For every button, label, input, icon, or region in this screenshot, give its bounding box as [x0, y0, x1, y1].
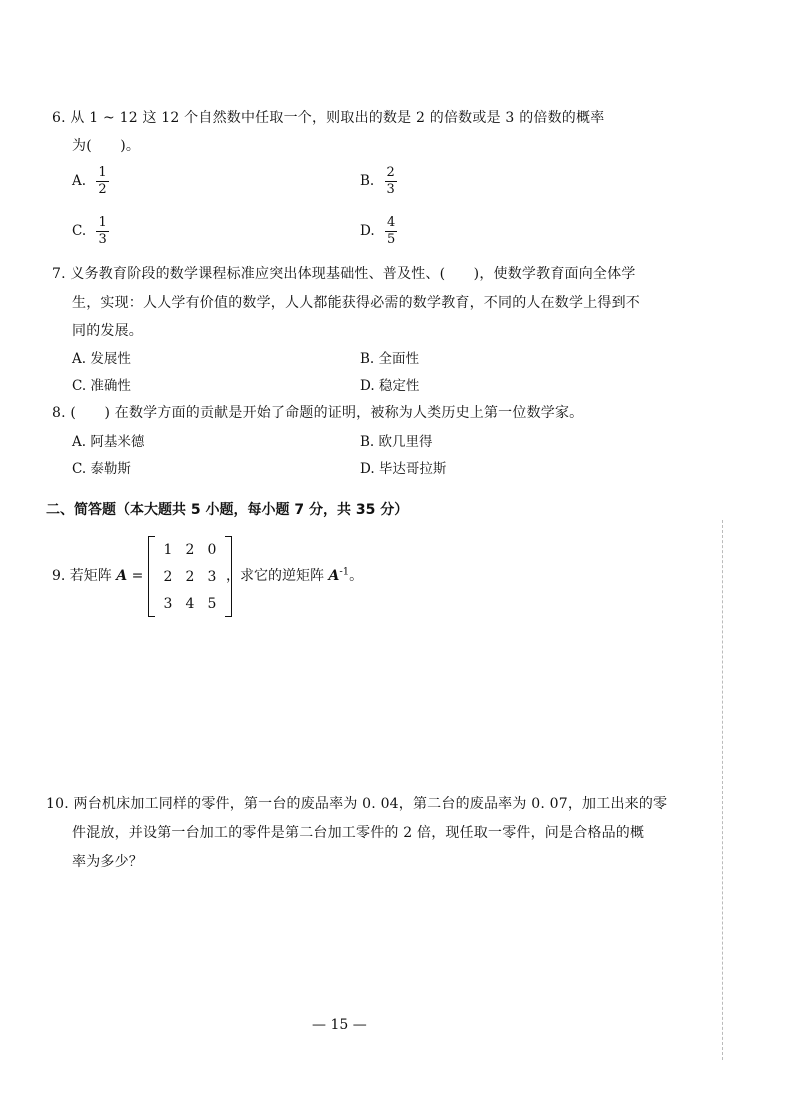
q6-text-line1: 6. 从 1 ~ 12 这 12 个自然数中任取一个，则取出的数是 2 的倍数或是 3 的倍数的概率 — [52, 110, 605, 126]
q6-option-a-denominator: 2 — [98, 182, 107, 197]
q6-option-d-letter: D. — [360, 223, 375, 239]
page-number: — 15 — — [312, 1017, 367, 1033]
q8-option-c[interactable]: C. 泰勒斯 — [72, 461, 131, 477]
q9-matrix — [148, 536, 232, 617]
q9-end: 。 — [349, 568, 364, 584]
q9-prefix: 9. 若矩阵 — [52, 568, 112, 584]
q9-suffix-group — [226, 565, 363, 585]
section-2-title: 二、简答题（本大题共 5 小题，每小题 7 分，共 35 分） — [46, 502, 409, 518]
q6-text-line2: 为( )。 — [72, 138, 141, 154]
q6-option-c-fraction — [96, 215, 108, 248]
matrix-cell: 3 — [163, 595, 173, 612]
matrix-cell: 2 — [185, 568, 195, 585]
q6-option-d[interactable] — [360, 215, 397, 248]
q6-option-b-fraction — [385, 165, 397, 198]
matrix-cell: 5 — [207, 595, 217, 612]
q10-text-line1: 10. 两台机床加工同样的零件，第一台的废品率为 0. 04，第二台的废品率为 0. 07，加工出来的零 — [46, 796, 668, 812]
matrix-cell: 0 — [207, 541, 217, 558]
q6-option-a[interactable] — [72, 165, 109, 198]
q9-inverse-superscript: -1 — [339, 566, 350, 578]
q10-text-line3: 率为多少？ — [72, 854, 143, 870]
binding-margin-line — [722, 520, 723, 1060]
matrix-cell: 4 — [185, 595, 195, 612]
q9-suffix: ，求它的逆矩阵 — [226, 568, 324, 584]
q7-option-b[interactable]: B. 全面性 — [360, 351, 420, 367]
matrix-cell: 2 — [163, 568, 173, 585]
q6-option-a-fraction — [96, 165, 108, 198]
q9-matrix-name: A — [116, 568, 128, 584]
q9-prefix-group — [52, 565, 143, 585]
q7-option-d[interactable]: D. 稳定性 — [360, 378, 420, 394]
q6-option-c[interactable] — [72, 215, 109, 248]
q6-option-d-fraction — [385, 215, 397, 248]
q10-text-line2: 件混放，并设第一台加工的零件是第二台加工零件的 2 倍，现任取一零件，问是合格品的概 — [72, 825, 645, 841]
matrix-cell: 2 — [185, 541, 195, 558]
q6-option-d-denominator: 5 — [386, 232, 396, 247]
q9-equals: = — [131, 568, 144, 584]
matrix-left-bracket — [148, 536, 155, 617]
matrix-cell: 1 — [163, 541, 173, 558]
matrix-grid — [155, 536, 225, 617]
q6-option-a-letter: A. — [72, 173, 87, 189]
q7-text-line1: 7. 义务教育阶段的数学课程标准应突出体现基础性、普及性、( )，使数学教育面向全体学 — [52, 266, 636, 282]
q6-option-c-denominator: 3 — [98, 232, 107, 247]
q7-text-line2: 生，实现：人人学有价值的数学，人人都能获得必需的数学教育，不同的人在数学上得到不 — [72, 295, 640, 311]
q8-text-line1: 8. ( ) 在数学方面的贡献是开始了命题的证明，被称为人类历史上第一位数学家。 — [52, 405, 584, 421]
q6-option-b-letter: B. — [360, 173, 375, 189]
q6-option-a-numerator: 1 — [98, 165, 107, 180]
q8-option-d[interactable]: D. 毕达哥拉斯 — [360, 461, 447, 477]
q8-option-b[interactable]: B. 欧几里得 — [360, 434, 433, 450]
q9-inverse-name: A — [328, 568, 340, 584]
q7-text-line3: 同的发展。 — [72, 323, 143, 339]
q6-option-b-denominator: 3 — [386, 182, 395, 197]
q7-option-a[interactable]: A. 发展性 — [72, 351, 131, 367]
q6-option-b[interactable] — [360, 165, 397, 198]
q7-option-c[interactable]: C. 准确性 — [72, 378, 131, 394]
q6-option-c-numerator: 1 — [98, 215, 107, 230]
q6-option-c-letter: C. — [72, 223, 87, 239]
q6-option-b-numerator: 2 — [386, 165, 395, 180]
q6-option-d-numerator: 4 — [386, 215, 396, 230]
q8-option-a[interactable]: A. 阿基米德 — [72, 434, 145, 450]
matrix-cell: 3 — [207, 568, 217, 585]
